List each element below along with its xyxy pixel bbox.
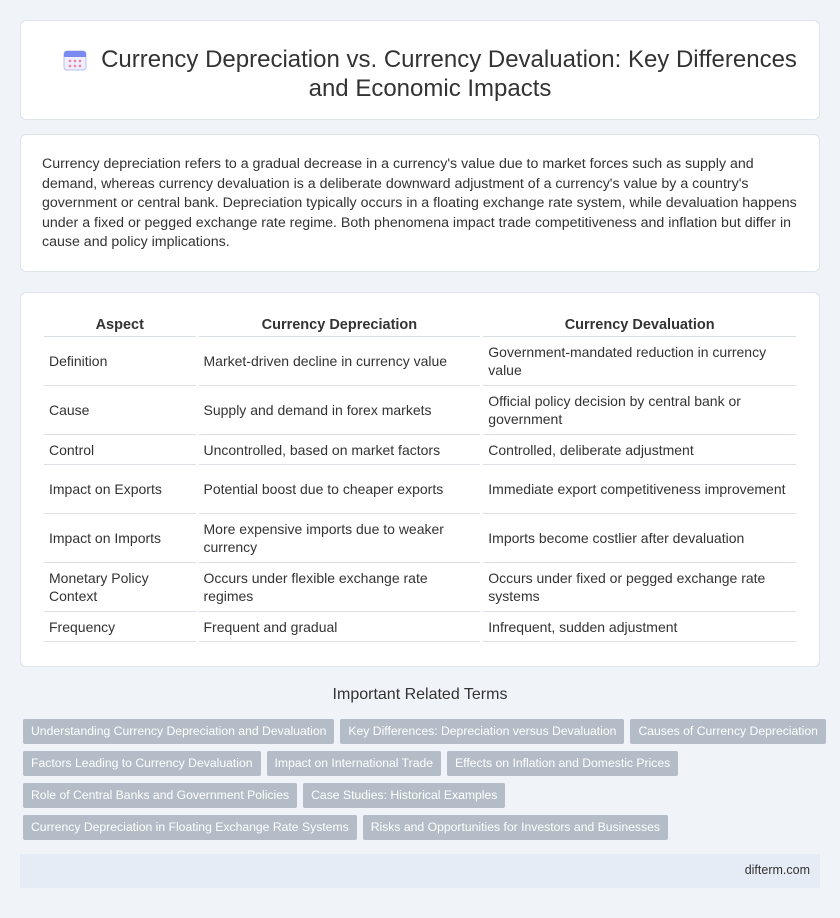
row-depreciation: Occurs under flexible exchange rate regimes [199,563,481,612]
related-term-tag[interactable]: Factors Leading to Currency Devaluation [23,751,261,776]
comparison-card [20,292,820,667]
row-aspect: Impact on Exports [44,465,196,514]
related-term-tag[interactable]: Understanding Currency Depreciation and Devaluation [23,719,334,744]
page-title-text: Currency Depreciation vs. Currency Devaluation: Key Differences and Economic Impacts [101,46,797,102]
related-term-tag[interactable]: Case Studies: Historical Examples [303,783,505,808]
tag-row [23,719,832,744]
header-aspect: Aspect [44,315,196,337]
footer-bar [20,854,820,888]
row-depreciation: Uncontrolled, based on market factors [199,435,481,465]
row-aspect: Control [44,435,196,465]
row-depreciation: Potential boost due to cheaper exports [199,465,481,514]
header-devaluation: Currency Devaluation [483,315,796,337]
comparison-table [41,315,799,642]
row-aspect: Cause [44,386,196,435]
row-depreciation: Market-driven decline in currency value [199,337,481,386]
related-term-tag[interactable]: Causes of Currency Depreciation [630,719,826,744]
table-row [44,563,796,612]
related-term-tag[interactable]: Key Differences: Depreciation versus Devaluation [340,719,624,744]
row-depreciation: More expensive imports due to weaker currency [199,514,481,563]
related-term-tag[interactable]: Effects on Inflation and Domestic Prices [447,751,678,776]
row-aspect: Impact on Imports [44,514,196,563]
table-row [44,337,796,386]
tag-row [23,783,511,808]
table-row [44,435,796,465]
row-devaluation: Occurs under fixed or pegged exchange rate systems [483,563,796,612]
related-term-tag[interactable]: Impact on International Trade [267,751,442,776]
related-term-tag[interactable]: Currency Depreciation in Floating Exchange Rate Systems [23,815,357,840]
row-devaluation: Imports become costlier after devaluation [483,514,796,563]
tag-row [23,751,684,776]
table-row [44,386,796,435]
header-depreciation: Currency Depreciation [199,315,481,337]
row-devaluation: Controlled, deliberate adjustment [483,435,796,465]
tag-row [23,815,674,840]
row-devaluation: Official policy decision by central bank or government [483,386,796,435]
table-row [44,612,796,642]
row-devaluation: Immediate export competitiveness improvement [483,465,796,514]
row-devaluation: Government-mandated reduction in currency value [483,337,796,386]
footer-site-link[interactable]: difterm.com [744,863,810,877]
row-aspect: Monetary Policy Context [44,563,196,612]
row-aspect: Frequency [44,612,196,642]
row-depreciation: Supply and demand in forex markets [199,386,481,435]
page-title [61,45,799,103]
calendar-icon [63,49,87,71]
intro-paragraph: Currency depreciation refers to a gradual decrease in a currency's value due to market forces such as supply and demand, whereas currency devaluation is a deliberate downward adjustment of a currency's value by a country's government or central bank. Depreciation typically occurs in a floating exchange rate system, while devaluation happens under a fixed or pegged exchange rate regime. Both phenomena impact trade competitiveness and inflation but differ in cause and policy implications. [42,156,797,251]
row-devaluation: Infrequent, sudden adjustment [483,612,796,642]
intro-card [20,134,820,272]
row-aspect: Definition [44,337,196,386]
table-row [44,514,796,563]
table-row [44,465,796,514]
related-term-tag[interactable]: Role of Central Banks and Government Policies [23,783,297,808]
table-header-row [44,315,796,337]
related-terms-title: Important Related Terms [332,686,508,703]
header-card [20,20,820,120]
related-term-tag[interactable]: Risks and Opportunities for Investors and Businesses [363,815,668,840]
row-depreciation: Frequent and gradual [199,612,481,642]
